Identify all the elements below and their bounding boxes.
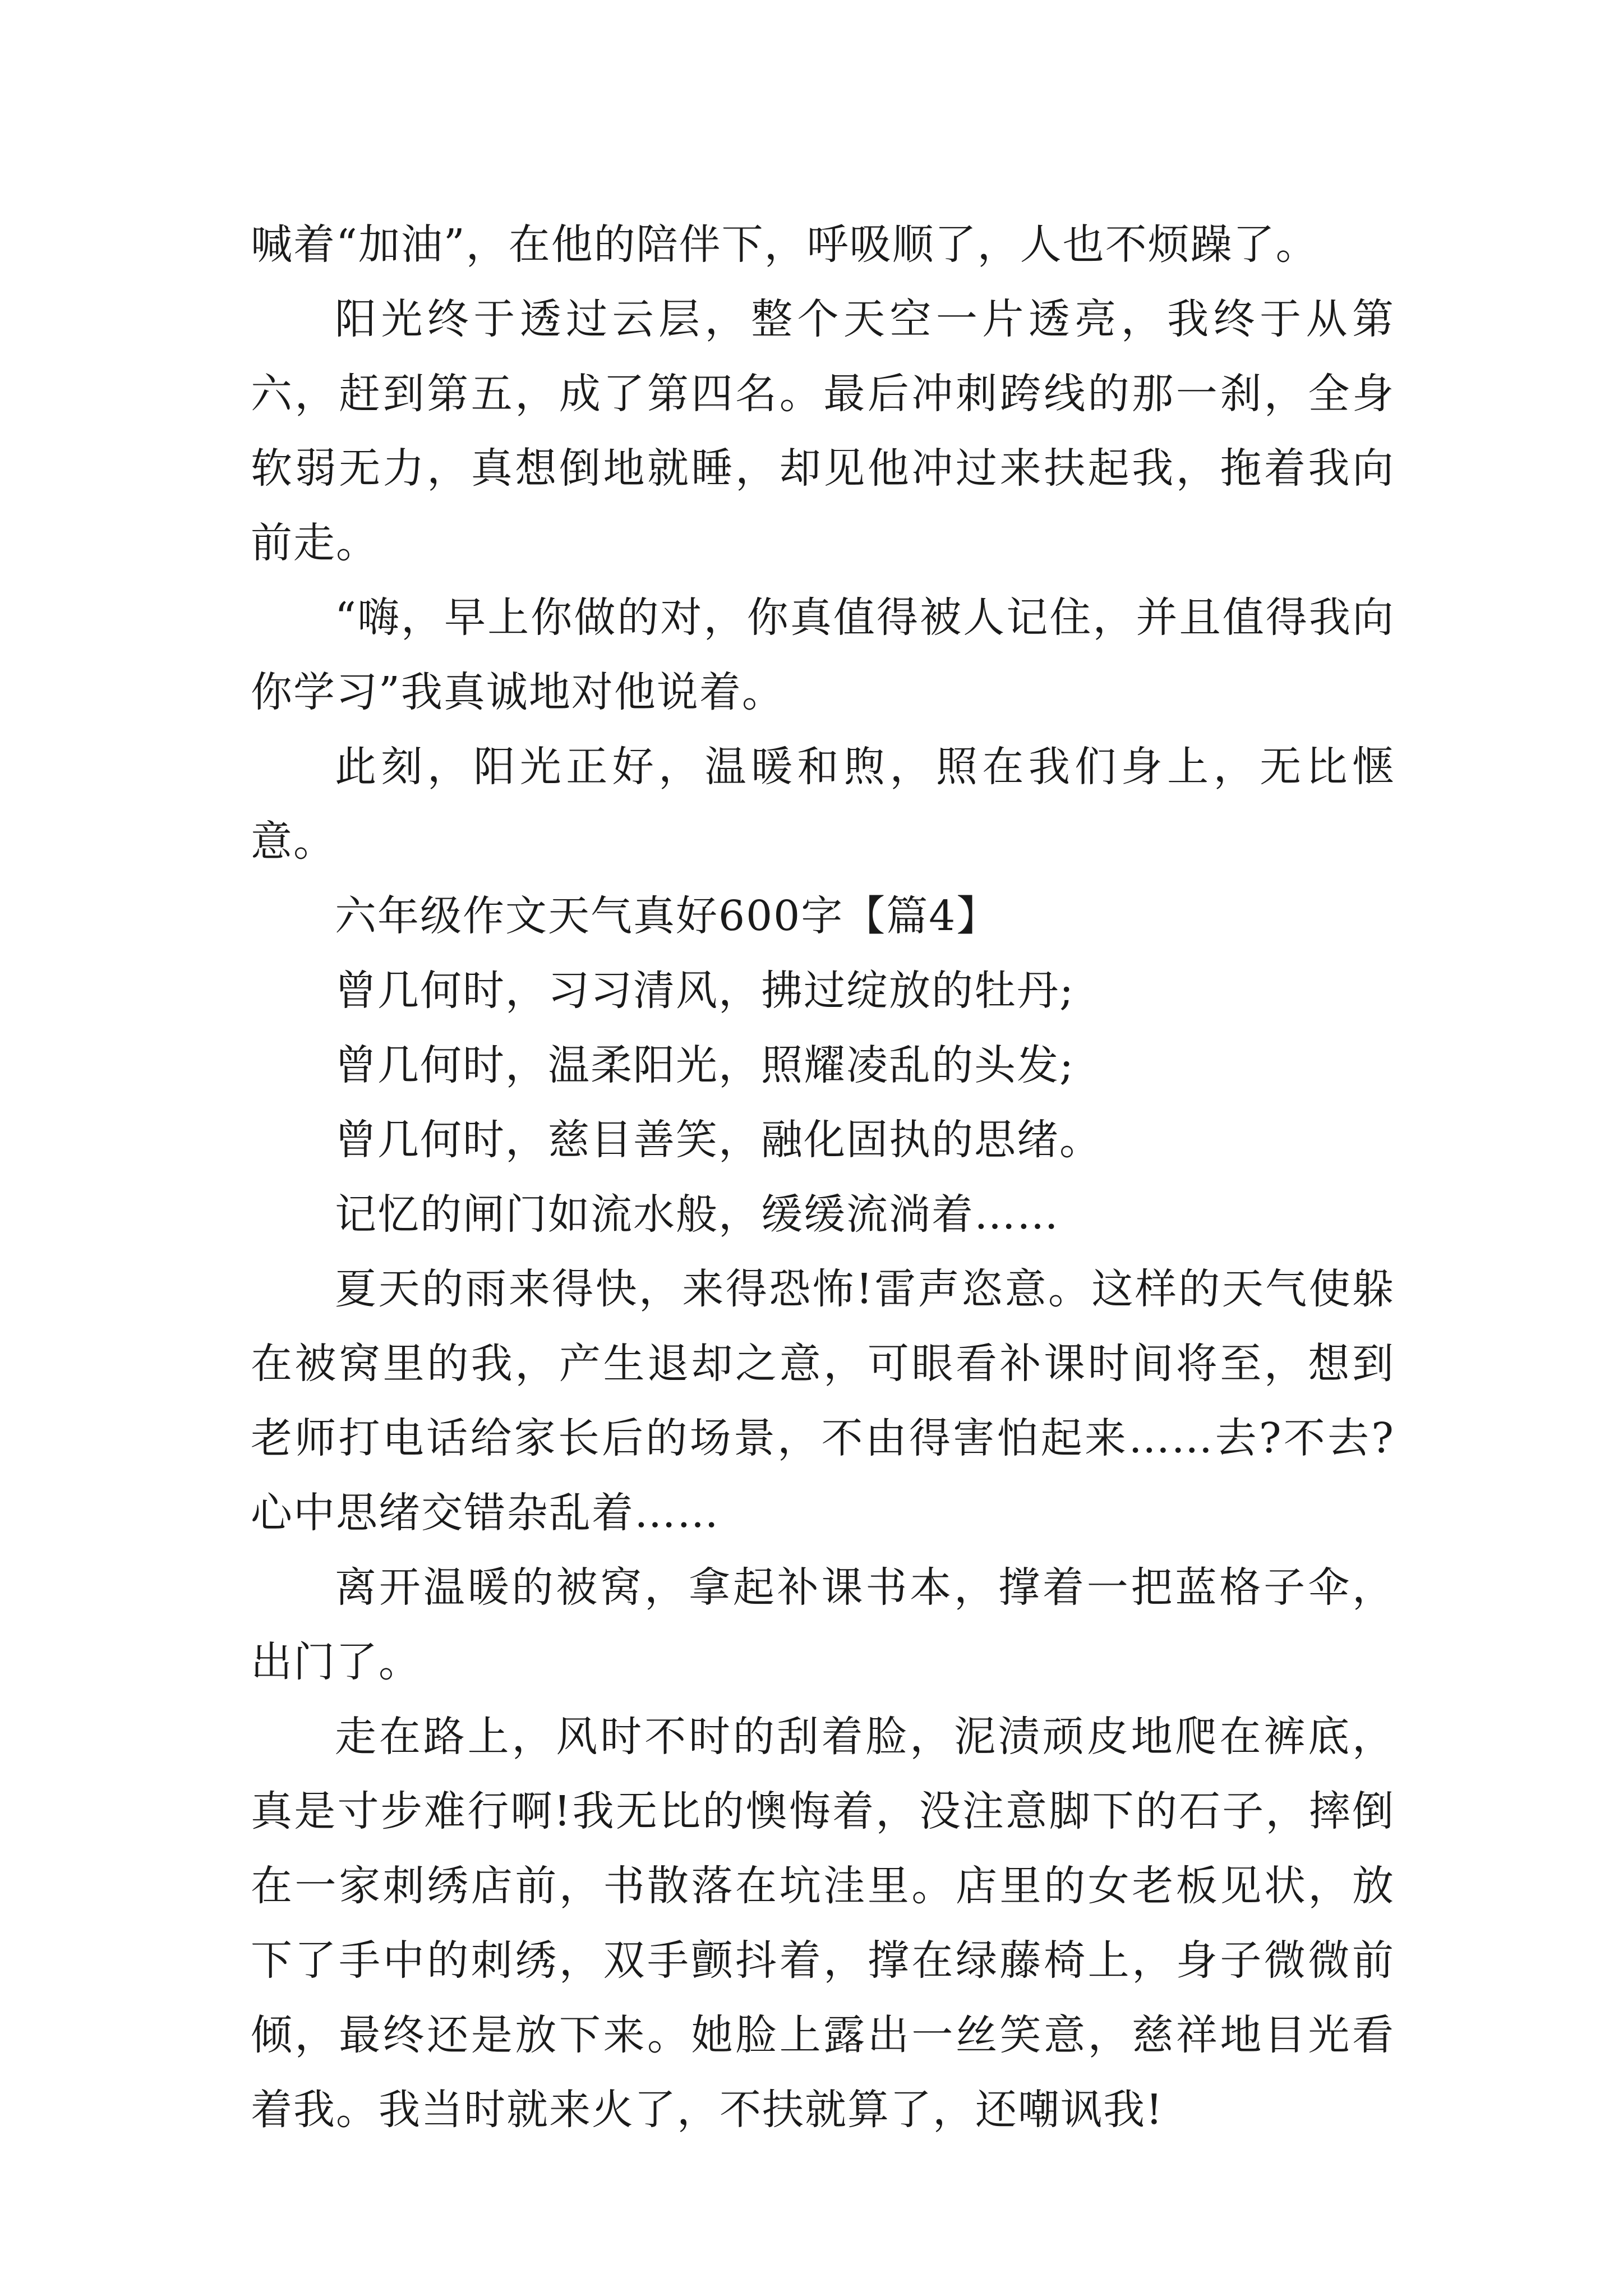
document-body — [251, 208, 1395, 2147]
paragraph-10: 夏天的雨来得快，来得恐怖!雷声恣意。这样的天气使躲在被窝里的我，产生退却之意，可眼看补课时间将至，想到老师打电话给家长后的场景，不由得害怕起来……去?不去?心中思绪交错杂乱着…… — [251, 1265, 1395, 1537]
paragraph-11: 离开温暖的被窝，拿起补课书本，撑着一把蓝格子伞，出门了。 — [251, 1563, 1395, 1686]
paragraph-7: 曾几何时，温柔阳光，照耀凌乱的头发; — [335, 1041, 1075, 1089]
paragraph-3: “嗨，早上你做的对，你真值得被人记住，并且值得我向你学习”我真诚地对他说着。 — [251, 593, 1395, 716]
paragraph-8: 曾几何时，慈目善笑，融化固执的思绪。 — [335, 1116, 1102, 1164]
paragraph-12: 走在路上，风时不时的刮着脸，泥渍顽皮地爬在裤底，真是寸步难行啊!我无比的懊悔着，没注意脚下的石子，摔倒在一家刺绣店前，书散落在坑洼里。店里的女老板见状，放下了手中的刺绣，双手颤抖着，撑在绿藤椅上，身子微微前倾，最终还是放下来。她脸上露出一丝笑意，慈祥地目光看着我。我当时就来火了，不扶就算了，还嘲讽我! — [251, 1713, 1395, 2134]
section-heading: 六年级作文天气真好600字【篇4】 — [335, 892, 999, 940]
paragraph-6: 曾几何时，习习清风，拂过绽放的牡丹; — [335, 967, 1075, 1015]
paragraph-1: 喊着“加油”，在他的陪伴下，呼吸顺了，人也不烦躁了。 — [251, 220, 1318, 269]
paragraph-4: 此刻，阳光正好，温暖和煦，照在我们身上，无比惬意。 — [251, 743, 1395, 866]
paragraph-9: 记忆的闸门如流水般，缓缓流淌着…… — [335, 1190, 1059, 1239]
paragraph-2: 阳光终于透过云层，整个天空一片透亮，我终于从第六，赶到第五，成了第四名。最后冲刺跨线的那一刹，全身软弱无力，真想倒地就睡，却见他冲过来扶起我，拖着我向前走。 — [251, 295, 1395, 567]
